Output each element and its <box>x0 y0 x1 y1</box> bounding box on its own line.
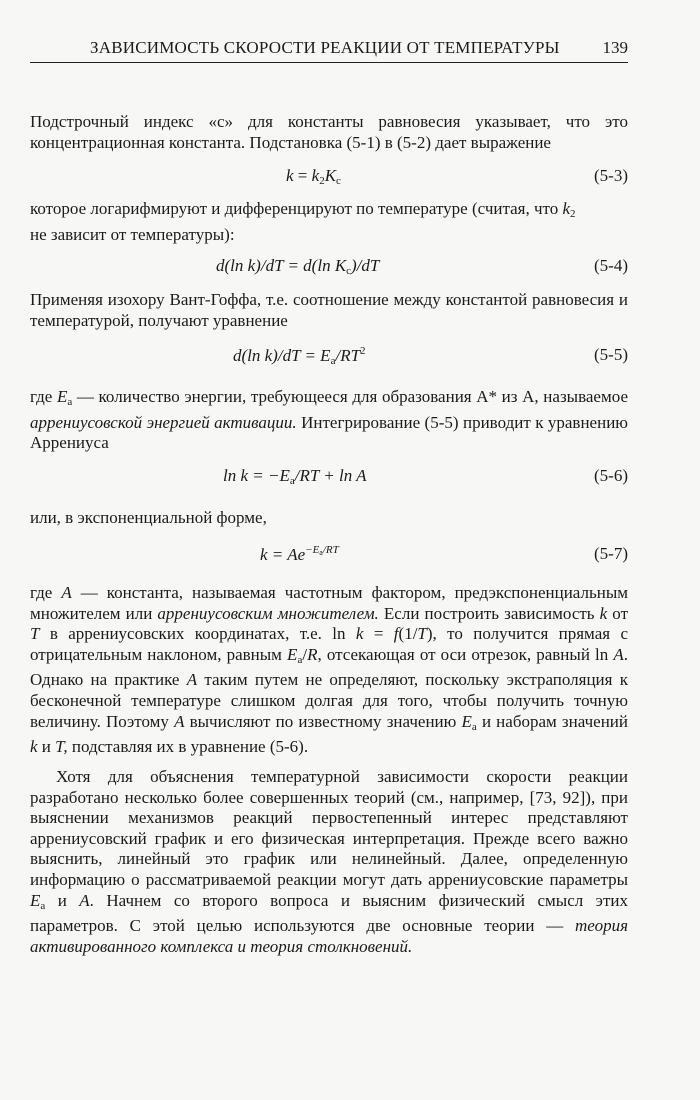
equation-5-6 <box>30 466 628 490</box>
equation-number-5-3: (5-3) <box>594 166 628 185</box>
paragraph-5 <box>30 508 628 529</box>
running-title: ЗАВИСИМОСТЬ СКОРОСТИ РЕАКЦИИ ОТ ТЕМПЕРАТУРЫ <box>90 38 560 57</box>
paragraph-2-text: которое логарифмируют и дифференцируют по температуре (считая, что <box>30 199 563 218</box>
equation-5-4-body: d(ln k)/dT = d(ln $K_c)/dT$ <box>216 256 380 277</box>
equation-5-3-body: $k = k_2K_c$ <box>286 166 341 187</box>
paragraph-2: которое логарифмируют и дифференцируют по температуре (считая, что $k_2$ не зависит от температуры): <box>30 199 576 244</box>
equation-number-5-7: (5-7) <box>594 544 628 563</box>
paragraph-4: где $E_a$ — количество энергии, требующееся для образования A* из A, называемое аррениусовской энергией активации. Интегрирование (5-5) приводит к уравнению Аррениуса <box>30 387 628 453</box>
paragraph-5-text: или, в экспоненциальной форме, <box>30 508 267 527</box>
term-arrhenius-factor: аррениусовским множителем. <box>157 603 379 623</box>
term-arrhenius-activation-energy: аррениусовской энергией активации. <box>30 412 297 432</box>
term-theories: теория активированного комплекса и теория столкновений. <box>30 916 628 956</box>
equation-5-5-body: d(ln $k)/dT = E_a/RT^2$ <box>233 345 366 367</box>
equation-number-5-4: (5-4) <box>594 256 628 275</box>
paragraph-2-line-2: не зависит от температуры): <box>30 224 235 244</box>
equation-5-7 <box>30 544 628 568</box>
equation-number-5-5: (5-5) <box>594 345 628 364</box>
paragraph-7: Хотя для объяснения температурной зависимости скорости реакции разработано несколько более совершенных теорий (см., например, [73, 92]), при выяснении механизмов реакций первостепенный интерес представляют аррениусовский график и его физическая интерпретация. Прежде всего важно выяснить, линейный это график или нелинейный. Далее, определенную информацию о рассматриваемой реакции могут дать аррениусовские параметры $E_a$ и A. Начнем со второго вопроса и выясним физический смысл этих параметров. С этой целью используются две основные теории — теория активированного комплекса и теория столкновений. <box>30 767 628 956</box>
running-header <box>30 36 628 63</box>
page-number: 139 <box>602 38 628 57</box>
equation-5-7-body: $k = Ae^{-Ea/RT}$ <box>260 544 339 564</box>
paragraph-1-text: Подстрочный индекс «с» для константы равновесия указывает, что это концентрационная константа. Подстановка (5-1) в (5-2) дает выражение <box>30 112 628 152</box>
equation-5-3 <box>30 166 628 190</box>
paragraph-3 <box>30 290 628 331</box>
paragraph-6: где A — константа, называемая частотным фактором, предэкспоненциальным множителем или аррениусовским множителем. Если построить зависимость k от T в аррениусовских координатах, т.е. ln k = f(1/T), то получится прямая с отрицательным наклоном, равным $E_a/R$, отсекающая от оси отрезок, равный ln A. Однако на практике A таким путем не определяют, поскольку экстраполяция к бесконечной температуре слишком долгая для того, чтобы получить точную величину. Поэтому A вычисляют по известному значению $E_a$ и наборам значений k и T, подставляя их в уравнение (5-6). <box>30 583 629 757</box>
paragraph-3-text: Применяя изохору Вант-Гоффа, т.е. соотношение между константой равновесия и температурой, получают уравнение <box>30 290 628 330</box>
paragraph-1 <box>30 112 628 153</box>
equation-5-5 <box>30 345 628 369</box>
equation-5-6-body: $\ln k = -E_a/RT + \ln A$ <box>223 466 367 487</box>
equation-number-5-6: (5-6) <box>594 466 628 485</box>
equation-5-4 <box>30 256 628 280</box>
